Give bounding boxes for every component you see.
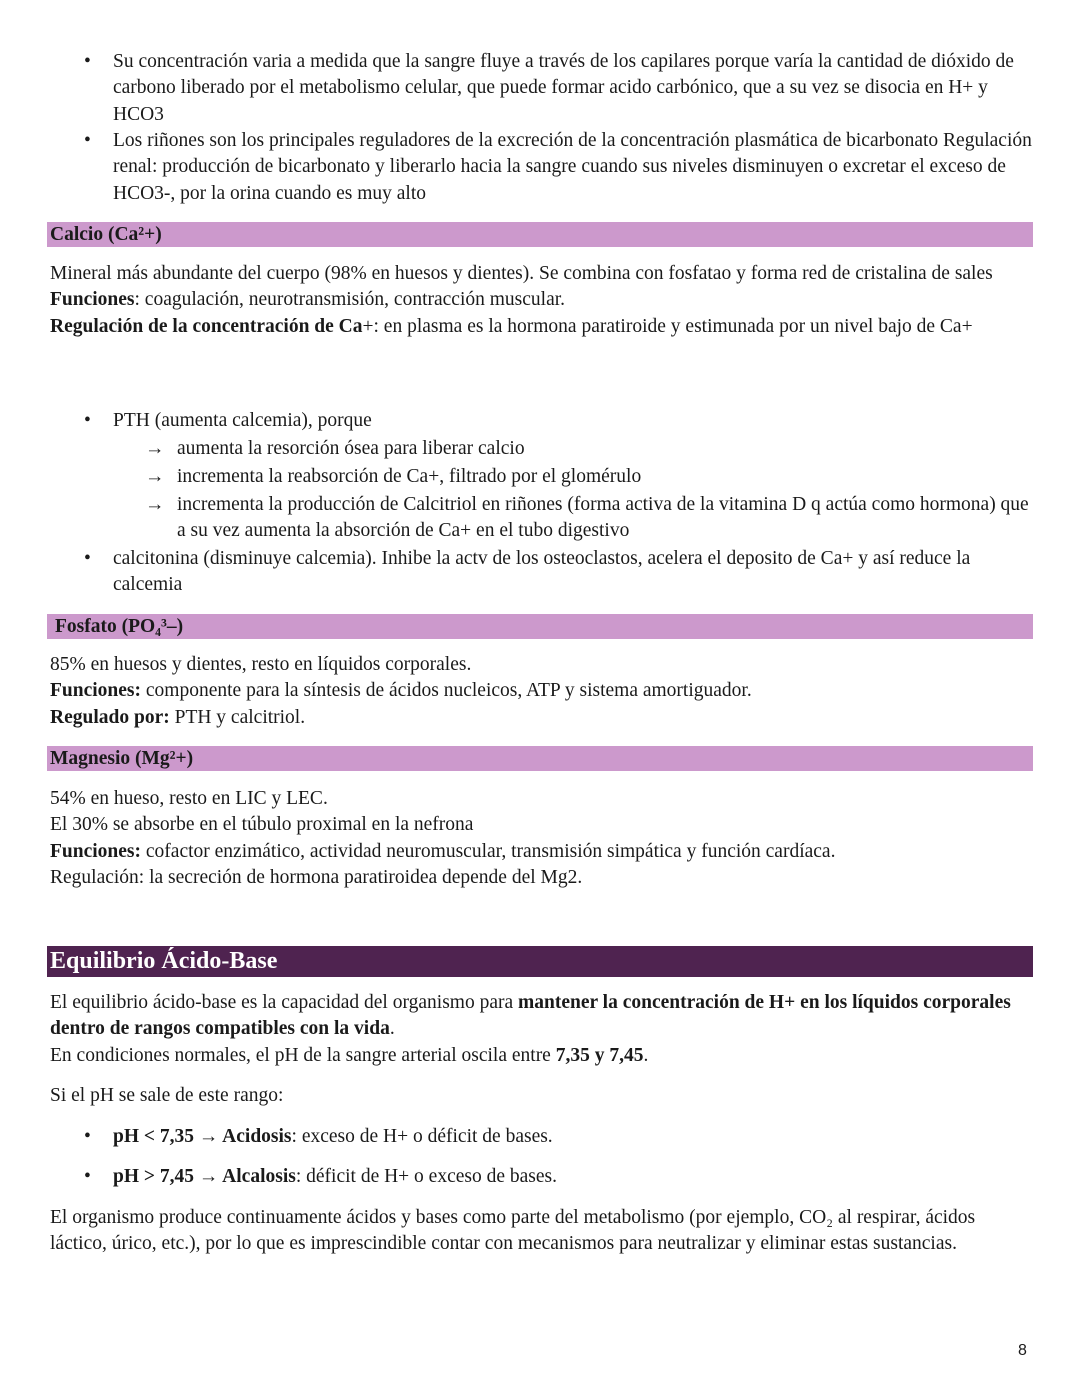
fosfato-funciones: Funciones: componente para la síntesis de ácidos nucleicos, ATP y sistema amortiguador. <box>50 680 752 702</box>
magnesio-line: El 30% se absorbe en el túbulo proximal en la nefrona <box>50 814 474 836</box>
equilibrio-heading: Equilibrio Ácido-Base <box>47 946 1033 977</box>
magnesio-funciones: Funciones: cofactor enzimático, actividad neuromuscular, transmisión simpática y función cardíaca. <box>50 840 836 862</box>
calcio-paragraph <box>50 261 1035 340</box>
fosfato-intro: 85% en huesos y dientes, resto en líquidos corporales. <box>50 654 472 675</box>
pth-item: → incrementa la producción de Calcitriol en riñones (forma activa de la vitamina D q actúa como hormona) que a su vez aumenta la absorción de Ca+ en el tubo digestivo <box>177 492 1033 545</box>
bullet-acidosis: • pH < 7,35 → Acidosis: exceso de H+ o déficit de bases. <box>113 1124 1033 1150</box>
equilibrio-p4: El organismo produce continuamente ácidos y bases como parte del metabolismo (por ejemplo, CO₂ al respirar, ácidos láctico, úrico, etc.), por lo que es imprescindible contar con mecanismos para neutralizar y eliminar estas sustancias. <box>50 1207 976 1255</box>
calcio-funciones: Funciones: coagulación, neurotransmisión, contracción muscular. <box>50 289 566 311</box>
bullet-pth: • PTH (aumenta calcemia), porque <box>113 408 1033 434</box>
pth-item: → incrementa la reabsorción de Ca+, filtrado por el glomérulo <box>177 464 1033 490</box>
bullet-alcalosis: • pH > 7,45 → Alcalosis: déficit de H+ o exceso de bases. <box>113 1164 1033 1190</box>
fosfato-paragraph <box>50 652 1035 731</box>
calcio-regulacion: Regulación de la concentración de Ca+: en plasma es la hormona paratiroide y estimunada por un nivel bajo de Ca+ <box>50 315 973 337</box>
magnesio-paragraph <box>50 786 1035 891</box>
calcio-intro: Mineral más abundante del cuerpo (98% en huesos y dientes). Se combina con fosfatao y forma red de cristalina de sales <box>50 263 993 284</box>
magnesio-regulacion: Regulación: la secreción de hormona paratiroidea depende del Mg2. <box>50 866 583 888</box>
pth-item: → aumenta la resorción ósea para liberar calcio <box>177 436 1033 462</box>
magnesio-heading: Magnesio (Mg²+) <box>47 746 1033 771</box>
fosfato-heading: Fosfato (PO₄³–) <box>47 614 1033 639</box>
calcio-heading: Calcio (Ca²+) <box>47 222 1033 247</box>
page-number: 8 <box>1018 1342 1027 1359</box>
bullet-bicarbonato-1: • Su concentración varia a medida que la sangre fluye a través de los capilares porque varía la cantidad de dióxido de carbono liberado por el metabolismo celular, que puede formar acido carbónico, que a su vez se disocia en H+ y HCO3 <box>113 49 1033 128</box>
bullet-calcitonina: • calcitonina (disminuye calcemia). Inhibe la actv de los osteoclastos, acelera el deposito de Ca+ y así reduce la calcemia <box>113 546 1033 599</box>
equilibrio-p3: Si el pH se sale de este rango: <box>50 1085 284 1106</box>
fosfato-regulado: Regulado por: PTH y calcitriol. <box>50 706 306 728</box>
bullet-bicarbonato-2: • Los riñones son los principales reguladores de la excreción de la concentración plasmática de bicarbonato Regulación renal: producción de bicarbonato y liberarlo hacia la sangre cuando sus niveles disminuyen o excretar el exceso de HCO3-, por la orina cuando es muy alto <box>113 128 1033 207</box>
equilibrio-p1: El equilibrio ácido-base es la capacidad del organismo para mantener la concentración de H+ en los líquidos corporales dentro de rangos compatibles con la vida. En condiciones normales, el pH de la sangre arterial oscila entre 7,35 y 7,45. <box>50 992 1011 1066</box>
magnesio-line: 54% en hueso, resto en LIC y LEC. <box>50 788 328 809</box>
